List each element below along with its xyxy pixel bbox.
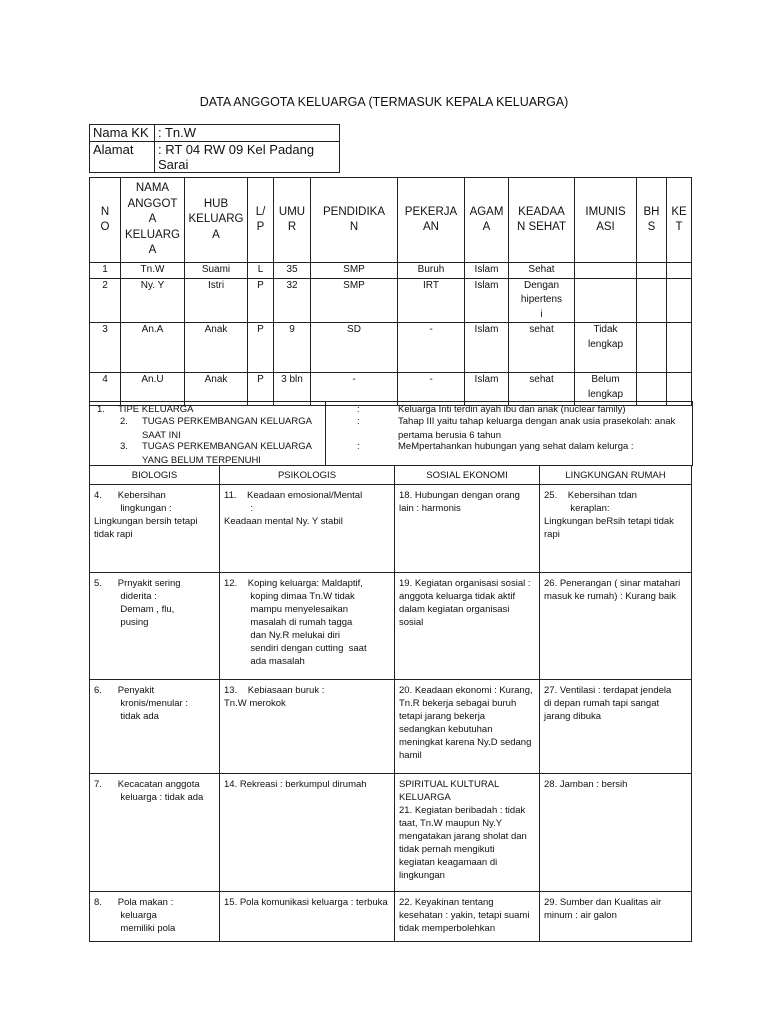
assessment-header-row xyxy=(90,466,692,485)
family-head-label: Alamat xyxy=(90,142,155,173)
family-type-label: TIPE KELUARGA xyxy=(118,404,194,415)
assessment-cell-biologis: 4. Kebersihan lingkungan : Lingkungan bersih tetapi tidak rapi xyxy=(90,485,220,573)
member-cell-note xyxy=(667,278,692,323)
assessment-header-psikologis: PSIKOLOGIS xyxy=(220,466,395,485)
family-type-colon: : xyxy=(357,404,360,415)
member-cell-gender: P xyxy=(248,323,274,373)
member-header-education: PENDIDIKA N xyxy=(311,178,398,263)
member-cell-education: SMP xyxy=(311,278,398,323)
member-cell-occupation: IRT xyxy=(398,278,465,323)
member-cell-occupation: - xyxy=(398,373,465,406)
assessment-cell-biologis: 5. Prnyakit sering diderita : Demam , flu, pusing xyxy=(90,573,220,680)
assessment-cell-sosial-ekonomi: 18. Hubungan dengan orang lain : harmonis xyxy=(395,485,540,573)
member-cell-no: 3 xyxy=(90,323,121,373)
assessment-cell-sosial-ekonomi: 22. Keyakinan tentang kesehatan : yakin, tetapi suami tidak memperbolehkan xyxy=(395,892,540,942)
assessment-table xyxy=(89,465,692,942)
assessment-cell-psikologis: 11. Keadaan emosional/Mental : Keadaan mental Ny. Y stabil xyxy=(220,485,395,573)
assessment-row xyxy=(90,485,692,573)
member-row xyxy=(90,263,692,279)
assessment-cell-lingkungan-rumah: 27. Ventilasi : terdapat jendela di depan rumah tapi sangat jarang dibuka xyxy=(540,680,692,774)
assessment-cell-sosial-ekonomi: SPIRITUAL KULTURAL KELUARGA 21. Kegiatan beribadah : tidak taat, Tn.W maupun Ny.Y mengatakan jarang sholat dan tidak pernah mengikuti kegiatan keagamaan di lingkungan xyxy=(395,774,540,892)
member-header-immunization: IMUNIS ASI xyxy=(575,178,637,263)
assessment-cell-lingkungan-rumah: 25. Kebersihan tdan keraplan: Lingkungan beRsih tetapi tidak rapi xyxy=(540,485,692,573)
member-header-no: N O xyxy=(90,178,121,263)
member-header-gender: L/ P xyxy=(248,178,274,263)
member-cell-religion: Islam xyxy=(465,373,509,406)
family-type-value: Tahap III yaitu tahap keluarga dengan anak usia prasekolah: anak pertama berusia 6 tahun xyxy=(398,416,676,441)
member-cell-education: SD xyxy=(311,323,398,373)
assessment-header-sosial-ekonomi: SOSIAL EKONOMI xyxy=(395,466,540,485)
member-cell-health: sehat xyxy=(509,373,575,406)
family-type-colon: : xyxy=(357,441,360,452)
family-head-value: : RT 04 RW 09 Kel Padang Sarai xyxy=(155,142,340,173)
member-cell-relation: Anak xyxy=(185,373,248,406)
member-cell-bhs xyxy=(637,323,667,373)
assessment-body xyxy=(90,485,692,942)
member-cell-immunization: Belum lengkap xyxy=(575,373,637,406)
assessment-cell-biologis: 8. Pola makan : keluarga memiliki pola xyxy=(90,892,220,942)
member-cell-gender: P xyxy=(248,373,274,406)
assessment-cell-lingkungan-rumah: 26. Penerangan ( sinar matahari masuk ke rumah) : Kurang baik xyxy=(540,573,692,680)
assessment-header-biologis: BIOLOGIS xyxy=(90,466,220,485)
family-type-number: 1. xyxy=(97,404,105,415)
family-type-value: MeMpertahankan hubungan yang sehat dalam kelurga : xyxy=(398,441,634,452)
assessment-cell-psikologis: 13. Kebiasaan buruk : Tn.W merokok xyxy=(220,680,395,774)
assessment-cell-biologis: 6. Penyakit kronis/menular : tidak ada xyxy=(90,680,220,774)
family-head-row xyxy=(90,125,340,142)
member-header-note: KE T xyxy=(667,178,692,263)
member-cell-immunization xyxy=(575,278,637,323)
assessment-row xyxy=(90,892,692,942)
member-cell-immunization: Tidak lengkap xyxy=(575,323,637,373)
member-cell-gender: L xyxy=(248,263,274,279)
member-cell-religion: Islam xyxy=(465,263,509,279)
member-header-age: UMU R xyxy=(274,178,311,263)
member-cell-education: SMP xyxy=(311,263,398,279)
member-header-health: KEADAA N SEHAT xyxy=(509,178,575,263)
member-cell-no: 2 xyxy=(90,278,121,323)
family-type-number: 3. xyxy=(120,441,128,452)
member-table xyxy=(89,177,692,406)
member-cell-gender: P xyxy=(248,278,274,323)
family-head-table xyxy=(89,124,340,173)
member-cell-immunization xyxy=(575,263,637,279)
family-head-label: Nama KK xyxy=(90,125,155,142)
family-type-label: TUGAS PERKEMBANGAN KELUARGA YANG BELUM TERPENUHI xyxy=(142,441,312,466)
member-row xyxy=(90,278,692,323)
member-cell-health: Dengan hipertens i xyxy=(509,278,575,323)
assessment-cell-biologis: 7. Kecacatan anggota keluarga : tidak ada xyxy=(90,774,220,892)
member-cell-occupation: - xyxy=(398,323,465,373)
member-cell-relation: Suami xyxy=(185,263,248,279)
member-cell-no: 1 xyxy=(90,263,121,279)
member-cell-note xyxy=(667,323,692,373)
family-type-label: TUGAS PERKEMBANGAN KELUARGA SAAT INI xyxy=(142,416,312,441)
family-type-section xyxy=(89,401,693,466)
member-cell-health: Sehat xyxy=(509,263,575,279)
member-header-row xyxy=(90,178,692,263)
member-header-relation: HUB KELUARG A xyxy=(185,178,248,263)
assessment-cell-lingkungan-rumah: 28. Jamban : bersih xyxy=(540,774,692,892)
member-cell-bhs xyxy=(637,263,667,279)
family-type-value: Keluarga Inti terdiri ayah ibu dan anak (nuclear family) xyxy=(398,404,626,415)
member-row xyxy=(90,323,692,373)
assessment-cell-lingkungan-rumah: 29. Sumber dan Kualitas air minum : air galon xyxy=(540,892,692,942)
assessment-cell-psikologis: 15. Pola komunikasi keluarga : terbuka xyxy=(220,892,395,942)
member-header-bhs: BH S xyxy=(637,178,667,263)
member-header-occupation: PEKERJA AN xyxy=(398,178,465,263)
family-type-colon: : xyxy=(357,416,360,427)
member-cell-age: 3 bln xyxy=(274,373,311,406)
member-cell-education: - xyxy=(311,373,398,406)
member-cell-name: An.U xyxy=(121,373,185,406)
assessment-cell-sosial-ekonomi: 19. Kegiatan organisasi sosial : anggota keluarga tidak aktif dalam kegiatan organisasi sosial xyxy=(395,573,540,680)
member-cell-name: Tn.W xyxy=(121,263,185,279)
member-cell-religion: Islam xyxy=(465,323,509,373)
member-cell-occupation: Buruh xyxy=(398,263,465,279)
family-head-value: : Tn.W xyxy=(155,125,340,142)
member-cell-relation: Istri xyxy=(185,278,248,323)
member-header-religion: AGAM A xyxy=(465,178,509,263)
member-cell-health: sehat xyxy=(509,323,575,373)
assessment-row xyxy=(90,774,692,892)
member-cell-relation: Anak xyxy=(185,323,248,373)
member-cell-religion: Islam xyxy=(465,278,509,323)
assessment-cell-psikologis: 14. Rekreasi : berkumpul dirumah xyxy=(220,774,395,892)
member-cell-bhs xyxy=(637,278,667,323)
assessment-row xyxy=(90,680,692,774)
member-cell-age: 9 xyxy=(274,323,311,373)
member-cell-age: 32 xyxy=(274,278,311,323)
member-header-name: NAMA ANGGOT A KELUARG A xyxy=(121,178,185,263)
member-body xyxy=(90,263,692,406)
member-cell-name: An.A xyxy=(121,323,185,373)
assessment-row xyxy=(90,573,692,680)
member-cell-age: 35 xyxy=(274,263,311,279)
family-head-row xyxy=(90,142,340,173)
family-type-number: 2. xyxy=(120,416,128,427)
page-title: DATA ANGGOTA KELUARGA (TERMASUK KEPALA KELUARGA) xyxy=(199,95,569,109)
member-cell-no: 4 xyxy=(90,373,121,406)
assessment-cell-psikologis: 12. Koping keluarga: Maldaptif, koping dimaa Tn.W tidak mampu menyelesaikan masalah di rumah tagga dan Ny.R melukai diri sendiri dengan cutting saat ada masalah xyxy=(220,573,395,680)
assessment-header-lingkungan-rumah: LINGKUNGAN RUMAH xyxy=(540,466,692,485)
assessment-cell-sosial-ekonomi: 20. Keadaan ekonomi : Kurang, Tn.R bekerja sebagai buruh tetapi jarang bekerja sedangkan kebutuhan meningkat karena Ny.D sedang hamil xyxy=(395,680,540,774)
member-cell-name: Ny. Y xyxy=(121,278,185,323)
member-cell-note xyxy=(667,263,692,279)
